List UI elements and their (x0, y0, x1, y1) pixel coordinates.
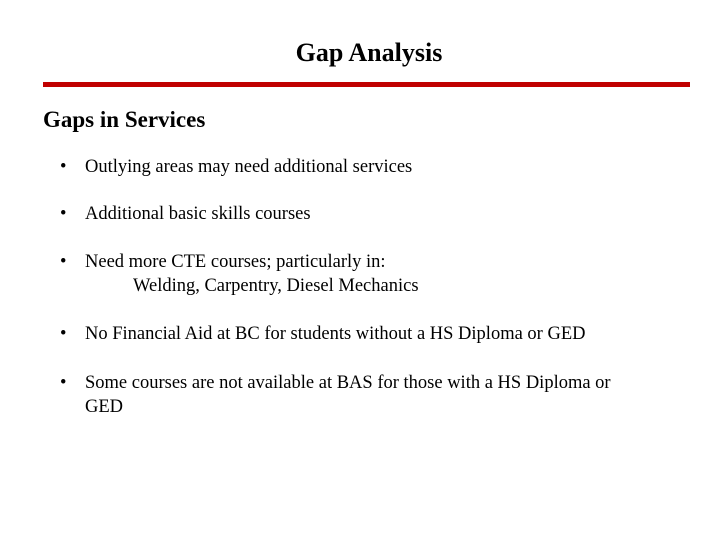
bullet-item (60, 371, 611, 419)
bullet-item (60, 322, 586, 346)
bullet-text: Additional basic skills courses (85, 204, 311, 224)
bullet-icon: • (60, 204, 67, 224)
bullet-item (60, 155, 412, 179)
bullet-icon: • (60, 157, 67, 177)
bullet-text: No Financial Aid at BC for students without a HS Diploma or GED (85, 324, 586, 344)
bullet-icon: • (60, 373, 67, 393)
section-heading: Gaps in Services (43, 107, 206, 132)
bullet-text: Outlying areas may need additional services (85, 157, 413, 177)
bullet-subtext: Welding, Carpentry, Diesel Mechanics (133, 276, 419, 296)
bullet-text: Need more CTE courses; particularly in: (85, 252, 386, 272)
title-divider (43, 82, 690, 87)
bullet-icon: • (60, 252, 67, 272)
bullet-item (60, 202, 311, 226)
bullet-text-continued: GED (85, 397, 124, 417)
bullet-text: Some courses are not available at BAS for those with a HS Diploma or (85, 373, 611, 393)
bullet-icon: • (60, 324, 67, 344)
bullet-item (60, 250, 419, 298)
slide-title: Gap Analysis (295, 38, 443, 67)
